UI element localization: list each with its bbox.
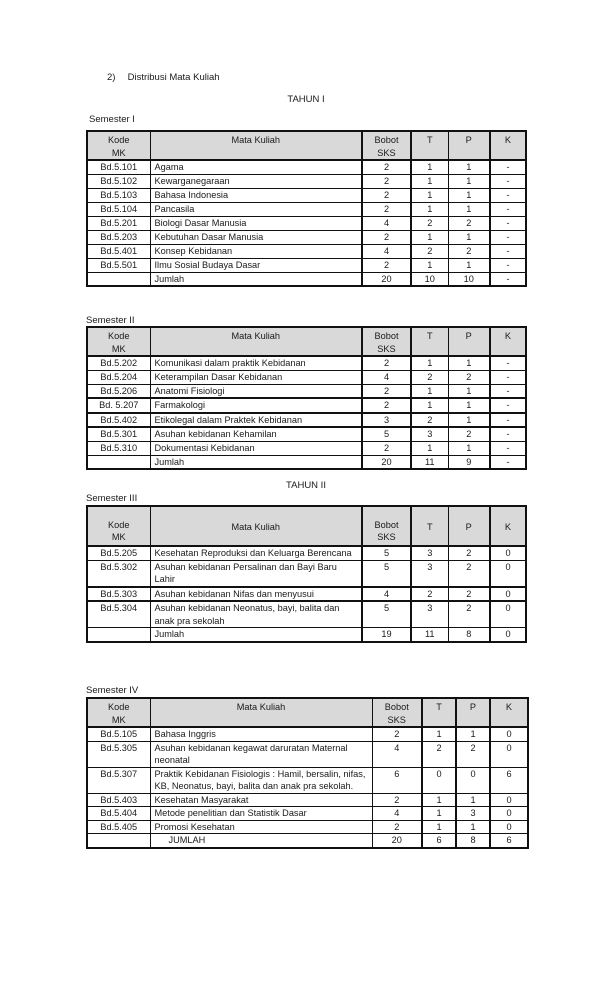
practice-credits: 2	[448, 216, 490, 230]
semester-1-table	[86, 130, 527, 287]
clinical-credits: -	[490, 356, 526, 370]
course-code: Bd.5.104	[87, 202, 150, 216]
theory-credits: 1	[411, 441, 448, 455]
credit-weight: 5	[362, 546, 411, 560]
course-code: Bd.5.202	[87, 356, 150, 370]
table-row	[87, 793, 528, 807]
clinical-credits: -	[490, 441, 526, 455]
course-code: Bd.5.201	[87, 216, 150, 230]
theory-credits: 1	[411, 356, 448, 370]
credit-weight: 4	[362, 216, 411, 230]
theory-credits: 3	[411, 601, 448, 628]
course-code: Bd.5.102	[87, 174, 150, 188]
course-name: Agama	[150, 160, 362, 174]
total-clinical: -	[490, 272, 526, 286]
section-title: Distribusi Mata Kuliah	[127, 72, 220, 83]
course-name: Promosi Kesehatan	[150, 820, 372, 834]
practice-credits: 1	[448, 160, 490, 174]
theory-credits: 2	[411, 370, 448, 384]
semester-3-label: Semester III	[86, 493, 138, 504]
clinical-credits: 0	[490, 560, 526, 587]
credit-weight: 4	[372, 807, 422, 821]
table-row	[87, 370, 526, 384]
course-name: Asuhan kebidanan Kehamilan	[150, 427, 362, 441]
theory-credits: 3	[411, 427, 448, 441]
total-practice: 8	[448, 628, 490, 642]
clinical-credits: 0	[490, 807, 528, 821]
col-t: T	[411, 506, 448, 546]
total-theory: 11	[411, 628, 448, 642]
total-clinical: 6	[490, 834, 528, 848]
course-code: Bd.5.405	[87, 820, 150, 834]
course-code: Bd.5.310	[87, 441, 150, 455]
year-title-1: TAHUN I	[287, 94, 325, 105]
theory-credits: 1	[422, 807, 456, 821]
course-code: Bd.5.402	[87, 413, 150, 428]
clinical-credits: 0	[490, 587, 526, 602]
clinical-credits: 0	[490, 793, 528, 807]
theory-credits: 3	[411, 560, 448, 587]
course-name: Asuhan kebidanan kegawat daruratan Maternal neonatal	[150, 741, 372, 767]
course-code: Bd.5.206	[87, 384, 150, 398]
practice-credits: 1	[448, 356, 490, 370]
col-k: K	[490, 506, 526, 546]
table-row	[87, 244, 526, 258]
course-code: Bd.5.307	[87, 767, 150, 793]
credit-weight: 2	[362, 160, 411, 174]
clinical-credits: 0	[490, 546, 526, 560]
course-name: Ilmu Sosial Budaya Dasar	[150, 258, 362, 272]
credit-weight: 4	[362, 587, 411, 602]
col-k: K	[490, 698, 528, 727]
table-header	[87, 327, 526, 356]
total-credit-weight: 20	[372, 834, 422, 848]
practice-credits: 2	[456, 741, 490, 767]
total-label: Jumlah	[150, 272, 362, 286]
theory-credits: 1	[411, 202, 448, 216]
course-code: Bd.5.501	[87, 258, 150, 272]
practice-credits: 1	[456, 793, 490, 807]
year-title-2: TAHUN II	[286, 480, 326, 491]
course-code: Bd.5.304	[87, 601, 150, 628]
clinical-credits: -	[490, 427, 526, 441]
course-code: Bd.5.205	[87, 546, 150, 560]
table-row	[87, 413, 526, 428]
total-row	[87, 272, 526, 286]
course-code: Bd.5.302	[87, 560, 150, 587]
col-bobot: Bobot SKS	[362, 327, 411, 356]
credit-weight: 6	[372, 767, 422, 793]
credit-weight: 4	[362, 244, 411, 258]
clinical-credits: 0	[490, 741, 528, 767]
course-code: Bd.5.403	[87, 793, 150, 807]
table-row	[87, 160, 526, 174]
course-name: Pancasila	[150, 202, 362, 216]
credit-weight: 2	[372, 793, 422, 807]
course-name: Bahasa Inggris	[150, 727, 372, 741]
practice-credits: 2	[448, 546, 490, 560]
course-code: Bd.5.203	[87, 230, 150, 244]
practice-credits: 1	[448, 441, 490, 455]
col-p: P	[456, 698, 490, 727]
practice-credits: 1	[448, 174, 490, 188]
practice-credits: 1	[448, 398, 490, 413]
credit-weight: 2	[372, 727, 422, 741]
clinical-credits: -	[490, 244, 526, 258]
practice-credits: 1	[456, 820, 490, 834]
col-bobot: Bobot SKS	[362, 506, 411, 546]
clinical-credits: -	[490, 202, 526, 216]
total-theory: 6	[422, 834, 456, 848]
table-row	[87, 820, 528, 834]
credit-weight: 2	[362, 398, 411, 413]
course-name: Etikolegal dalam Praktek Kebidanan	[150, 413, 362, 428]
course-name: Biologi Dasar Manusia	[150, 216, 362, 230]
col-k: K	[490, 327, 526, 356]
total-label: Jumlah	[150, 628, 362, 642]
practice-credits: 3	[456, 807, 490, 821]
practice-credits: 0	[456, 767, 490, 793]
table-row	[87, 258, 526, 272]
col-mata-kuliah: Mata Kuliah	[150, 698, 372, 727]
semester-4-table	[86, 697, 529, 849]
clinical-credits: -	[490, 413, 526, 428]
col-k: K	[490, 131, 526, 160]
theory-credits: 2	[411, 587, 448, 602]
clinical-credits: -	[490, 398, 526, 413]
theory-credits: 1	[411, 230, 448, 244]
theory-credits: 1	[422, 793, 456, 807]
total-credit-weight: 20	[362, 455, 411, 469]
col-t: T	[411, 327, 448, 356]
clinical-credits: -	[490, 188, 526, 202]
credit-weight: 2	[362, 441, 411, 455]
table-row	[87, 546, 526, 560]
table-row	[87, 202, 526, 216]
semester-4-label: Semester IV	[86, 685, 139, 696]
table-row	[87, 427, 526, 441]
table-row	[87, 230, 526, 244]
course-name: Konsep Kebidanan	[150, 244, 362, 258]
total-practice: 9	[448, 455, 490, 469]
practice-credits: 1	[448, 413, 490, 428]
table-row	[87, 174, 526, 188]
col-kode: Kode MK	[87, 131, 150, 160]
empty-cell	[87, 628, 150, 642]
course-code: Bd.5.305	[87, 741, 150, 767]
theory-credits: 1	[422, 820, 456, 834]
course-code: Bd.5.105	[87, 727, 150, 741]
practice-credits: 2	[448, 244, 490, 258]
col-mata-kuliah: Mata Kuliah	[150, 131, 362, 160]
course-name: Asuhan kebidanan Nifas dan menyusui	[150, 587, 362, 602]
col-bobot: Bobot SKS	[372, 698, 422, 727]
table-row	[87, 587, 526, 602]
total-practice: 8	[456, 834, 490, 848]
empty-cell	[87, 272, 150, 286]
table-row	[87, 601, 526, 628]
course-name: Metode penelitian dan Statistik Dasar	[150, 807, 372, 821]
col-kode: Kode MK	[87, 698, 150, 727]
col-p: P	[448, 327, 490, 356]
credit-weight: 2	[362, 202, 411, 216]
course-name: Anatomi Fisiologi	[150, 384, 362, 398]
course-name: Farmakologi	[150, 398, 362, 413]
total-label: JUMLAH	[150, 834, 372, 848]
section-heading	[107, 72, 220, 83]
course-name: Komunikasi dalam praktik Kebidanan	[150, 356, 362, 370]
table-header	[87, 698, 528, 727]
table-row	[87, 398, 526, 413]
practice-credits: 1	[448, 188, 490, 202]
total-theory: 10	[411, 272, 448, 286]
clinical-credits: -	[490, 384, 526, 398]
course-name: Kesehatan Reproduksi dan Keluarga Berencana	[150, 546, 362, 560]
table-header	[87, 506, 526, 546]
practice-credits: 2	[448, 370, 490, 384]
theory-credits: 2	[411, 244, 448, 258]
course-name: Asuhan kebidanan Persalinan dan Bayi Baru Lahir	[150, 560, 362, 587]
col-mata-kuliah: Mata Kuliah	[150, 506, 362, 546]
table-row	[87, 441, 526, 455]
total-row	[87, 834, 528, 848]
theory-credits: 1	[411, 174, 448, 188]
practice-credits: 2	[448, 587, 490, 602]
table-row	[87, 384, 526, 398]
table-row	[87, 216, 526, 230]
credit-weight: 2	[372, 820, 422, 834]
course-code: Bd.5.303	[87, 587, 150, 602]
table-row	[87, 356, 526, 370]
course-name: Kebutuhan Dasar Manusia	[150, 230, 362, 244]
clinical-credits: 6	[490, 767, 528, 793]
course-code: Bd.5.103	[87, 188, 150, 202]
credit-weight: 2	[362, 188, 411, 202]
course-code: Bd.5.101	[87, 160, 150, 174]
total-practice: 10	[448, 272, 490, 286]
theory-credits: 1	[411, 384, 448, 398]
credit-weight: 2	[362, 356, 411, 370]
table-row	[87, 560, 526, 587]
credit-weight: 3	[362, 413, 411, 428]
table-row	[87, 727, 528, 741]
practice-credits: 1	[448, 258, 490, 272]
col-kode: Kode MK	[87, 327, 150, 356]
clinical-credits: -	[490, 160, 526, 174]
credit-weight: 2	[362, 230, 411, 244]
credit-weight: 2	[362, 384, 411, 398]
theory-credits: 2	[411, 413, 448, 428]
practice-credits: 1	[448, 384, 490, 398]
course-name: Kewarganegaraan	[150, 174, 362, 188]
clinical-credits: -	[490, 174, 526, 188]
clinical-credits: -	[490, 216, 526, 230]
course-name: Asuhan kebidanan Neonatus, bayi, balita dan anak pra sekolah	[150, 601, 362, 628]
total-clinical: -	[490, 455, 526, 469]
course-code: Bd.5.401	[87, 244, 150, 258]
col-p: P	[448, 131, 490, 160]
theory-credits: 1	[422, 727, 456, 741]
clinical-credits: -	[490, 230, 526, 244]
theory-credits: 1	[411, 398, 448, 413]
practice-credits: 1	[456, 727, 490, 741]
total-row	[87, 455, 526, 469]
clinical-credits: -	[490, 370, 526, 384]
theory-credits: 3	[411, 546, 448, 560]
semester-2-table	[86, 326, 527, 470]
theory-credits: 1	[411, 258, 448, 272]
table-row	[87, 188, 526, 202]
theory-credits: 1	[411, 160, 448, 174]
col-t: T	[411, 131, 448, 160]
total-credit-weight: 19	[362, 628, 411, 642]
course-name: Keterampilan Dasar Kebidanan	[150, 370, 362, 384]
course-code: Bd.5.404	[87, 807, 150, 821]
semester-2-label: Semester II	[86, 315, 135, 326]
course-name: Praktik Kebidanan Fisiologis : Hamil, bersalin, nifas, KB, Neonatus, bayi, balita dan anak pra sekolah.	[150, 767, 372, 793]
course-name: Kesehatan Masyarakat	[150, 793, 372, 807]
total-credit-weight: 20	[362, 272, 411, 286]
total-row	[87, 628, 526, 642]
col-p: P	[448, 506, 490, 546]
table-row	[87, 767, 528, 793]
table-header	[87, 131, 526, 160]
credit-weight: 5	[362, 560, 411, 587]
credit-weight: 2	[362, 258, 411, 272]
col-bobot: Bobot SKS	[362, 131, 411, 160]
course-code: Bd.5.301	[87, 427, 150, 441]
credit-weight: 5	[362, 427, 411, 441]
total-clinical: 0	[490, 628, 526, 642]
clinical-credits: -	[490, 258, 526, 272]
course-name: Dokumentasi Kebidanan	[150, 441, 362, 455]
table-row	[87, 807, 528, 821]
total-theory: 11	[411, 455, 448, 469]
total-label: Jumlah	[150, 455, 362, 469]
col-t: T	[422, 698, 456, 727]
section-number: 2)	[107, 72, 116, 83]
theory-credits: 0	[422, 767, 456, 793]
practice-credits: 2	[448, 601, 490, 628]
col-mata-kuliah: Mata Kuliah	[150, 327, 362, 356]
theory-credits: 1	[411, 188, 448, 202]
theory-credits: 2	[422, 741, 456, 767]
credit-weight: 5	[362, 601, 411, 628]
col-kode: Kode MK	[87, 506, 150, 546]
semester-1-label: Semester I	[89, 114, 135, 125]
table-row	[87, 741, 528, 767]
clinical-credits: 0	[490, 820, 528, 834]
empty-cell	[87, 455, 150, 469]
course-name: Bahasa Indonesia	[150, 188, 362, 202]
practice-credits: 1	[448, 202, 490, 216]
course-code: Bd. 5.207	[87, 398, 150, 413]
clinical-credits: 0	[490, 601, 526, 628]
credit-weight: 4	[362, 370, 411, 384]
theory-credits: 2	[411, 216, 448, 230]
credit-weight: 4	[372, 741, 422, 767]
course-code: Bd.5.204	[87, 370, 150, 384]
semester-3-table	[86, 505, 527, 643]
practice-credits: 2	[448, 560, 490, 587]
credit-weight: 2	[362, 174, 411, 188]
empty-cell	[87, 834, 150, 848]
clinical-credits: 0	[490, 727, 528, 741]
practice-credits: 2	[448, 427, 490, 441]
practice-credits: 1	[448, 230, 490, 244]
